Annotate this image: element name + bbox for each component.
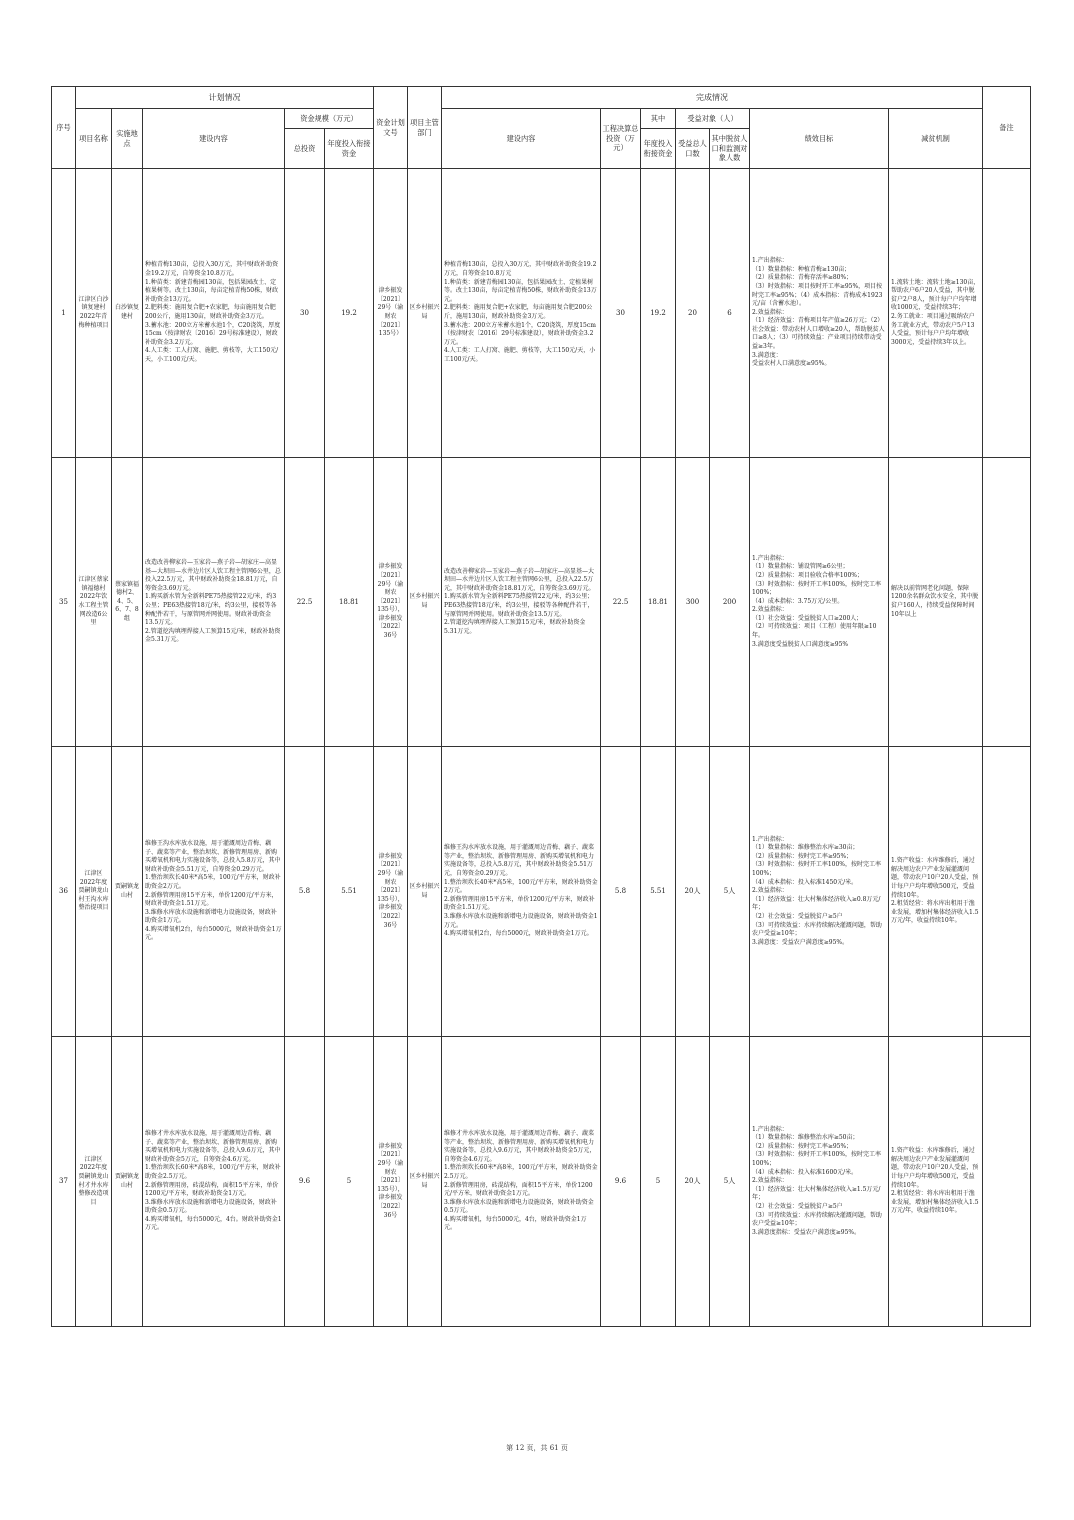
cell-seq: 36 (52, 747, 76, 1037)
table-row (52, 169, 1031, 458)
cell-total-benef: 300 (676, 458, 710, 747)
cell-content: 维修王沟水库放水设施，用于灌溉周边青梅、藕子、蔬菜等产业，整治坝坎、新修管理用房、新购买增氧机和电力实施设备等，总投入5.8万元，其中财政补助资金5.51万元，自筹资金0.29万元。 1.整治坝坎长40米*高5米，100元/平方米，财政补助资金2万元。 2.新修管理用房15平方米，单价1200元/平方米，财政补助资金1.51万元。 3.维修水库放水设施和新增电力设施设备，财政补助资金1万元。 4.购买增氧机2台，每台5000元，财政补助资金1万元。 (143, 747, 285, 1037)
cell-content: 种植青梅130亩，总投入30万元，其中财政补助资金19.2万元，自筹资金10.8万元。 1.种苗类：新建青梅园130亩，包括果园改土、定植果树等。改土130亩，每亩定植青梅50株，财政补助资金13万元。 2.肥料类：施用复合肥+农家肥，每亩施用复合肥200公斤，施用130亩，财政补助资金3万元。 3.蓄水池：200立方米蓄水池1个，C20浇筑，厚度15cm（按津财农〔2016〕29号标准建设），财政补助资金3.2万元。 4.人工类：工人打窝、施肥、剪枝等，大工150元/天，小工100元/天。 (143, 169, 285, 458)
cell-content: 改造改善柳家岩—玉家岩—燕子岩—胡家庄—高显基—大坝田—水井边片区人饮工程主管网6公里，总投入22.5万元，其中财政补助资金18.81万元，自筹资金3.69万元。 1.购买新水管为全新料PE75热接管22元/米，约3公里；PE63热接管18元/米，约3公里，接驳等各种配件若干，与原管网并网使用。财政补助资金13.5万元。 2.管道挖沟填埋焊接人工预算15元/米，财政补助资金5.31万元。 (143, 458, 285, 747)
header-settle: 工程决算总投资（万元） (601, 109, 641, 169)
cell-goals: 1.产出指标： （1）数量指标：种植青梅≥130亩； （2）质量指标：青梅存活率≥80%； （3）时效指标：项目按时开工率≥95%，项目按时完工率≥95%；（4）成本指标：青梅成本1923元/亩（含蓄水池）。 2.效益指标： （1）经济效益：青梅项目年产值≥26万元；（2）社会效益：带动农村人口增收≥20人，帮助脱贫人口≥8人；（3）可持续效益：产业项目持续带动受益≥3年。 3.满意度： 受益农村人口满意度≥95%。 (750, 169, 889, 458)
cell-settle: 30 (601, 169, 641, 458)
header-remark: 备注 (983, 87, 1031, 169)
cell-total-invest: 9.6 (285, 1037, 325, 1327)
cell-settle: 22.5 (601, 458, 641, 747)
cell-project-name: 江津区2022年度贾嗣镇龙山村才井水库整修改造项目 (76, 1037, 112, 1327)
cell-total-benef: 20 (676, 169, 710, 458)
header-done-content: 建设内容 (442, 109, 601, 169)
cell-content: 维修才井水库放水设施，用于灌溉周边青梅、藕子、蔬菜等产业，整治坝坎、新修管理用房、新购买增氧机和电力实施设备等，总投入9.6万元，其中财政补助资金5万元，自筹资金4.6万元。 1.整治坝坎长60米*高8米，100元/平方米，财政补助资金2.5万元。 2.新修管理用房，砖混结构，面积15平方米，单价1200元/平方米，财政补助资金1万元。 3.维修水库放水设施和新增电力设施设备，财政补助资金0.5万元。 4.购买增氧机，每台5000元，4台。财政补助资金1万元。 (143, 1037, 285, 1327)
cell-poor-benef: 5人 (710, 1037, 750, 1327)
header-plan-group: 计划情况 (76, 87, 374, 109)
cell-total-invest: 5.8 (285, 747, 325, 1037)
cell-dept: 区乡村振兴局 (408, 747, 442, 1037)
header-seq: 序号 (52, 87, 76, 169)
cell-location: 白沙镇复建村 (112, 169, 143, 458)
cell-total-invest: 30 (285, 169, 325, 458)
cell-done-annual: 19.2 (641, 169, 676, 458)
cell-done-content: 种植青梅130亩，总投入30万元，其中财政补助资金19.2万元，自筹资金10.8万元 1.种苗类：新建青梅园130亩，包括果园改土、定植果树等。改土130亩，每亩定植青梅50株，财政补助资金13万元。 2.肥料类：施用复合肥+农家肥，每亩施用复合肥200公斤，施用130亩，财政补助资金3万元。 3.蓄水池：200立方米蓄水池1个，C20浇筑，厚度15cm（按津财农〔2016〕29号标准建设），财政补助资金3.2万元。 4.人工类：工人打窝、施肥、剪枝等，大工150元/天，小工100元/天。 (442, 169, 601, 458)
cell-dept: 区乡村振兴局 (408, 458, 442, 747)
header-mechanism: 减贫机制 (889, 109, 983, 169)
header-done-annual: 年度投入衔接资金 (641, 129, 676, 169)
header-complete-group: 完成情况 (442, 87, 983, 109)
cell-annual-fund: 5.51 (325, 747, 374, 1037)
header-location: 实施地点 (112, 109, 143, 169)
cell-plan-doc: 津乡振发〔2021〕29号（渝财农〔2021〕135号），津乡振发〔2022〕36号 (374, 747, 408, 1037)
cell-goals: 1.产出指标： （1）数量指标：铺设管网≥6公里； （2）质量指标：项目验收合格率100%； （3）时效指标：按时开工率100%，按时完工率100%； （4）成本指标：3.75万元/公里。 2.效益指标： （1）社会效益：受益脱贫人口≥200人； （2）可持续效益：项目（工程）使用年限≥10年。 3.满意度受益脱贫人口满意度≥95% (750, 458, 889, 747)
cell-project-name: 江津区白沙镇复建村2022年青梅种植项目 (76, 169, 112, 458)
cell-location: 蔡家镇福德村2、4、5、6、7、8组 (112, 458, 143, 747)
header-fund-scale: 资金规模（万元） (285, 109, 374, 129)
cell-poor-benef: 5人 (710, 747, 750, 1037)
cell-project-name: 江津区2022年度贾嗣镇龙山村王沟水库整治提项目 (76, 747, 112, 1037)
cell-goals: 1.产出指标： （1）数量指标：维修整治水库≥50亩； （2）质量指标：按时完工率≥95%； （3）时效指标：按时开工率100%，按时完工率100%； （4）成本指标：投入标准1600元/米。 2.效益指标： （1）经济效益：壮大村集体经济收入≥1.5万元/年； （2）社会效益：受益脱贫户≥5户 （3）可持续效益：水库持续解决灌溉问题，帮助农户受益≥10年； 3.满意度指标：受益农户满意度≥95%。 (750, 1037, 889, 1327)
header-plan-doc: 资金计划文号 (374, 87, 408, 169)
cell-annual-fund: 18.81 (325, 458, 374, 747)
cell-done-annual: 18.81 (641, 458, 676, 747)
cell-project-name: 江津区蔡家镇福德村2022年饮水工程主管网改造6公里 (76, 458, 112, 747)
page-footer: 第 12 页，共 61 页 (506, 1444, 568, 1452)
cell-total-benef: 20人 (676, 1037, 710, 1327)
cell-remark (983, 1037, 1031, 1327)
header-annual-fund: 年度投入衔接资金 (325, 129, 374, 169)
cell-settle: 9.6 (601, 1037, 641, 1327)
cell-done-annual: 5.51 (641, 747, 676, 1037)
cell-plan-doc: 津乡振发〔2021〕29号（渝财农〔2021〕135号），津乡振发〔2022〕36号 (374, 458, 408, 747)
header-total-invest: 总投资 (285, 129, 325, 169)
cell-done-content: 改造改善柳家岩—玉家岩—燕子岩—胡家庄—高显基—大坝田—水井边片区人饮工程主管网6公里，总投入22.5万元，其中财政补助资金18.81万元，自筹资金3.69万元。 1.购买新水管为全新料PE75热接管22元/米，约3公里；PE63热接管18元/米，约3公里，接驳等各种配件若干，与原管网并网使用。财政补助资金13.5万元。 2.管道挖沟填埋焊接人工预算15元/米，财政补助资金5.31万元。 (442, 458, 601, 747)
cell-done-annual: 5 (641, 1037, 676, 1327)
header-total-benef: 受益总人口数 (676, 129, 710, 169)
cell-remark (983, 747, 1031, 1037)
cell-annual-fund: 5 (325, 1037, 374, 1327)
header-dept: 项目主管部门 (408, 87, 442, 169)
header-among: 其中 (641, 109, 676, 129)
table-row (52, 1037, 1031, 1327)
cell-annual-fund: 19.2 (325, 169, 374, 458)
cell-poor-benef: 6 (710, 169, 750, 458)
cell-mechanism: 1.流转土地：流转土地≥130亩，帮助农户6户20人受益，其中脱贫户2户8人，预计每户户均年增收1000元，受益持续3年； 2.务工就业：项目通过吸纳农户务工就业方式，带动农户5户13人受益，预计每户户均年增收3000元，受益持续3年以上。 (889, 169, 983, 458)
cell-seq: 35 (52, 458, 76, 747)
cell-mechanism: 解决以前管网老化问题，保障1200余名群众饮水安全，其中脱贫户160人，持续受益保障时间10年以上 (889, 458, 983, 747)
cell-settle: 5.8 (601, 747, 641, 1037)
cell-remark (983, 458, 1031, 747)
cell-done-content: 维修王沟水库放水设施，用于灌溉周边青梅、藕子、蔬菜等产业，整治坝坎、新修管理用房、新购买增氧机和电力实施设备等，总投入5.8万元，其中财政补助资金5.51万元，自筹资金0.29万元。 1.整治坝坎长40米*高5米，100元/平方米，财政补助资金2万元。 2.新修管理用房15平方米，单价1200元/平方米，财政补助资金1.51万元。 3.维修水库放水设施和新增电力设施设备，财政补助资金1万元。 4.购买增氧机2台，每台5000元，财政补助资金1万元。 (442, 747, 601, 1037)
cell-remark (983, 169, 1031, 458)
header-goals: 绩效目标 (750, 109, 889, 169)
cell-plan-doc: 津乡振发〔2021〕29号（渝财农〔2021〕135号） (374, 169, 408, 458)
header-content: 建设内容 (143, 109, 285, 169)
cell-plan-doc: 津乡振发〔2021〕29号（渝财农〔2021〕135号），津乡振发〔2022〕36号 (374, 1037, 408, 1327)
cell-location: 贾嗣镇龙山村 (112, 1037, 143, 1327)
cell-done-content: 维修才井水库放水设施，用于灌溉周边青梅、藕子、蔬菜等产业，整治坝坎、新修管理用房、新购买增氧机和电力实施设备等，总投入9.6万元，其中财政补助资金5万元，自筹资金4.6万元。 1.整治坝坎长60米*高8米，100元/平方米，财政补助资金2.5万元。 2.新修管理用房，砖混结构，面积15平方米，单价1200元/平方米，财政补助资金1万元。 3.维修水库放水设施和新增电力设施设备，财政补助资金0.5万元。 4.购买增氧机，每台5000元，4台，财政补助资金1万元。 (442, 1037, 601, 1327)
header-poor-benef: 其中脱贫人口和监测对象人数 (710, 129, 750, 169)
cell-total-benef: 20人 (676, 747, 710, 1037)
cell-poor-benef: 200 (710, 458, 750, 747)
cell-mechanism: 1.资产收益：水库维修后，通过解决周边农户产业发展灌溉问题，带动农户10户20人受益，预计每户户均年增收500元，受益持续10年。 2.租赁经营：将水库出租用于渔业发展，增加村集体经济收入1.5万元/年，收益持续10年。 (889, 747, 983, 1037)
cell-dept: 区乡村振兴局 (408, 1037, 442, 1327)
cell-seq: 1 (52, 169, 76, 458)
project-table (51, 86, 1031, 1327)
cell-seq: 37 (52, 1037, 76, 1327)
cell-mechanism: 1.资产收益：水库维修后，通过解决周边农户产业发展灌溉问题，带动农户10户20人受益，预计每户户均年增收500元，受益持续10年。 2.租赁经营：将水库出租用于渔业发展，增加村集体经济收入1.5万元/年，收益持续10年。 (889, 1037, 983, 1327)
cell-goals: 1.产出指标： （1）数量指标：维修整治水库≥30亩； （2）质量指标：按时完工率≥95%； （3）时效指标：按时开工率100%，按时完工率100%； （4）成本指标：投入标准1450元/米。 2.效益指标： （1）经济效益：壮大村集体经济收入≥0.8万元/年； （2）社会效益：受益脱贫户≥5户 （3）可持续效益：水库持续解决灌溉问题，帮助农户受益≥10年； 3.满意度：受益农户满意度≥95%。 (750, 747, 889, 1037)
cell-location: 贾嗣镇龙山村 (112, 747, 143, 1037)
cell-dept: 区乡村振兴局 (408, 169, 442, 458)
cell-total-invest: 22.5 (285, 458, 325, 747)
header-beneficiary: 受益对象（人） (676, 109, 750, 129)
table-row (52, 747, 1031, 1037)
table-row (52, 458, 1031, 747)
header-project-name: 项目名称 (76, 109, 112, 169)
